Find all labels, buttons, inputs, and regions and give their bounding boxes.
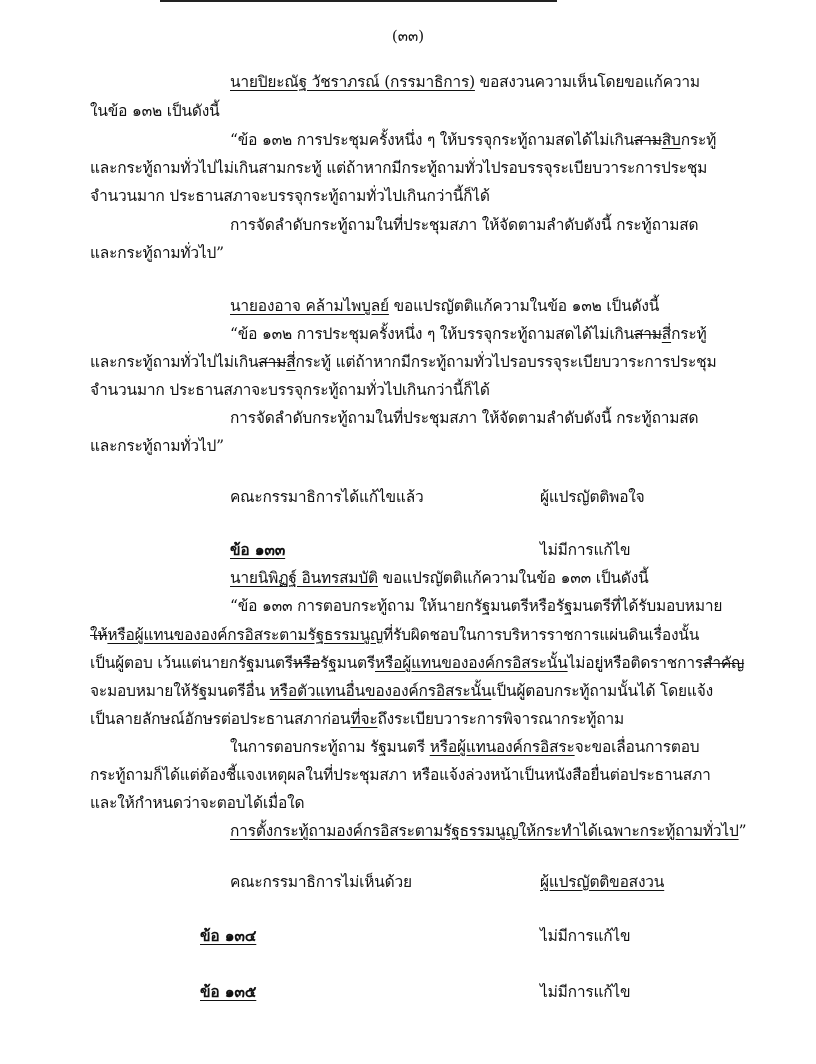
sec5-status: ไม่มีการแก้ไข <box>540 983 631 1001</box>
sec2-quote-line3: จำนวนมาก ประธานสภาจะบรรจุกระทู้ถามทั่วไปเกินกว่านี้ก็ได้ <box>90 381 490 399</box>
sec3-l3-tail: ไม่อยู่หรือติดราชการ <box>567 654 703 672</box>
sec2-q2-tail: กระทู้ แต่ถ้าหากมีกระทู้ถามทั่วไปรอบรรจุระเบียบวาระการประชุม <box>295 353 717 371</box>
sec3-l4-inserted: หรือตัวแทนอื่นขององค์กรอิสระนั้น <box>269 682 492 700</box>
sec3-result-right: ผู้แปรญัตติขอสงวน <box>540 873 665 891</box>
sec3-l6-text: ในการตอบกระทู้ถาม รัฐมนตรี <box>230 738 430 756</box>
sec3-l6-tail: จะขอเลื่อนการตอบ <box>574 738 700 756</box>
sec3-line6 <box>230 737 699 757</box>
sec3-l3-mid: รัฐมนตรี <box>320 654 376 672</box>
sec2-speaker: นายองอาจ คล้ามไพบูลย์ <box>230 297 389 315</box>
sec3-line3 <box>90 653 744 673</box>
sec3-l5-inserted: ที่จะ <box>350 710 378 728</box>
sec3-status: ไม่มีการแก้ไข <box>540 541 631 559</box>
sec3-line7: กระทู้ถามก็ได้แต่ต้องชี้แจงเหตุผลในที่ประชุมสภา หรือแจ้งล่วงหน้าเป็นหนังสือยื่นต่อประธานสภา <box>90 766 711 784</box>
sec3-l4-text: จะมอบหมายให้รัฐมนตรีอื่น <box>90 682 270 700</box>
sec3-l3-text: เป็นผู้ตอบ เว้นแต่นายกรัฐมนตรี <box>90 654 293 672</box>
sec1-quote-line4: การจัดลำดับกระทู้ถามในที่ประชุมสภา ให้จัดตามลำดับดังนี้ กระทู้ถามสด <box>230 216 699 234</box>
sec3-l4-tail: เป็นผู้ตอบกระทู้ถามนั้นได้ โดยแจ้ง <box>491 682 713 700</box>
sec1-q1-text: “ข้อ ๑๓๒ การประชุมครั้งหนึ่ง ๆ ให้บรรจุกระทู้ถามสดได้ไม่เกิน <box>230 131 634 149</box>
sec3-line8: และให้กำหนดว่าจะตอบได้เมื่อใด <box>90 794 305 812</box>
sec1-intro-line2: ในข้อ ๑๓๒ เป็นดังนี้ <box>90 102 220 120</box>
sec2-intro-rest: ขอแปรญัตติแก้ความในข้อ ๑๓๒ เป็นดังนี้ <box>388 297 660 315</box>
sec1-quote-line3: จำนวนมาก ประธานสภาจะบรรจุกระทู้ถามทั่วไปเกินกว่านี้ก็ได้ <box>90 187 490 205</box>
sec1-intro-rest: ขอสงวนความเห็นโดยขอแก้ความ <box>474 73 700 91</box>
sec1-quote-line1 <box>230 130 716 150</box>
sec3-speaker: นายนิพิฏฐ์ อินทรสมบัติ <box>230 569 378 587</box>
sec2-quote-line2 <box>90 352 716 372</box>
sec1-q1-tail: กระทู้ <box>680 131 717 149</box>
sec1-intro-line <box>230 72 700 92</box>
sec2-quote-line4: การจัดลำดับกระทู้ถามในที่ประชุมสภา ให้จัดตามลำดับดังนี้ กระทู้ถามสด <box>230 409 699 427</box>
sec2-q1-struck: สาม <box>634 325 662 343</box>
sec4-status: ไม่มีการแก้ไข <box>540 927 631 945</box>
sec2-q1-inserted: สี่ <box>661 325 672 343</box>
sec3-l2-inserted: หรือผู้แทนขององค์กรอิสระตามรัฐธรรมนูญ <box>107 626 383 644</box>
sec2-quote-line5: และกระทู้ถามทั่วไป” <box>90 437 224 455</box>
sec1-quote-line2: และกระทู้ถามทั่วไปไม่เกินสามกระทู้ แต่ถ้าหากมีกระทู้ถามทั่วไปรอบรรจุระเบียบวาระการประชุม <box>90 159 708 177</box>
sec1-q1-inserted: สิบ <box>661 131 681 149</box>
sec3-l2-tail: ที่รับผิดชอบในการบริหารราชการแผ่นดินเรื่องนั้น <box>382 626 700 644</box>
sec3-line4 <box>90 681 713 701</box>
page-number: (๓๓) <box>391 27 425 45</box>
sec2-result-left: คณะกรรมาธิการได้แก้ไขแล้ว <box>230 488 424 506</box>
sec3-intro-rest: ขอแปรญัตติแก้ความในข้อ ๑๓๓ เป็นดังนี้ <box>377 569 649 587</box>
sec3-l9-tail: ” <box>738 822 747 840</box>
sec4-heading: ข้อ ๑๓๔ <box>200 926 257 945</box>
sec3-l6-inserted: หรือผู้แทนองค์กรอิสระ <box>429 738 575 756</box>
sec3-line1: “ข้อ ๑๓๓ การตอบกระทู้ถาม ให้นายกรัฐมนตรีหรือรัฐมนตรีที่ได้รับมอบหมาย <box>230 597 723 615</box>
sec3-intro-line <box>230 568 649 588</box>
sec3-line5 <box>90 709 624 729</box>
sec1-speaker: นายปิยะณัฐ วัชราภรณ์ (กรรมาธิการ) <box>230 73 475 91</box>
sec2-quote-line1 <box>230 324 707 344</box>
sec1-quote-line5: และกระทู้ถามทั่วไป” <box>90 244 224 262</box>
sec2-q1-tail: กระทู้ <box>671 325 707 343</box>
sec3-line9 <box>230 821 746 841</box>
sec2-q1-text: “ข้อ ๑๓๒ การประชุมครั้งหนึ่ง ๆ ให้บรรจุกระทู้ถามสดได้ไม่เกิน <box>230 325 634 343</box>
sec3-l3-struck1: หรือ <box>292 654 321 672</box>
sec3-l3-struck2: สำคัญ <box>702 654 745 672</box>
sec2-intro-line <box>230 296 659 316</box>
sec1-q1-struck: สาม <box>634 131 662 149</box>
sec2-q2-struck: สาม <box>258 353 287 371</box>
sec3-line2 <box>90 625 699 645</box>
sec3-l3-inserted: หรือผู้แทนขององค์กรอิสระนั้น <box>375 654 568 672</box>
sec3-result-left: คณะกรรมาธิการไม่เห็นด้วย <box>230 873 412 891</box>
sec5-heading: ข้อ ๑๓๕ <box>200 982 257 1001</box>
sec3-heading: ข้อ ๑๓๓ <box>230 540 286 559</box>
sec2-q2-inserted: สี่ <box>286 353 296 371</box>
sec3-l5-text: เป็นลายลักษณ์อักษรต่อประธานสภาก่อน <box>90 710 351 728</box>
sec3-l9-inserted: การตั้งกระทู้ถามองค์กรอิสระตามรัฐธรรมนูญให้กระทำได้เฉพาะกระทู้ถามทั่วไป <box>230 822 739 840</box>
sec3-l2-struck: ให้ <box>90 626 108 644</box>
top-border-line <box>160 0 557 2</box>
sec2-q2-text: และกระทู้ถามทั่วไปไม่เกิน <box>90 353 259 371</box>
sec3-l5-tail: ถึงระเบียบวาระการพิจารณากระทู้ถาม <box>377 710 624 728</box>
sec2-result-right: ผู้แปรญัตติพอใจ <box>540 488 645 506</box>
